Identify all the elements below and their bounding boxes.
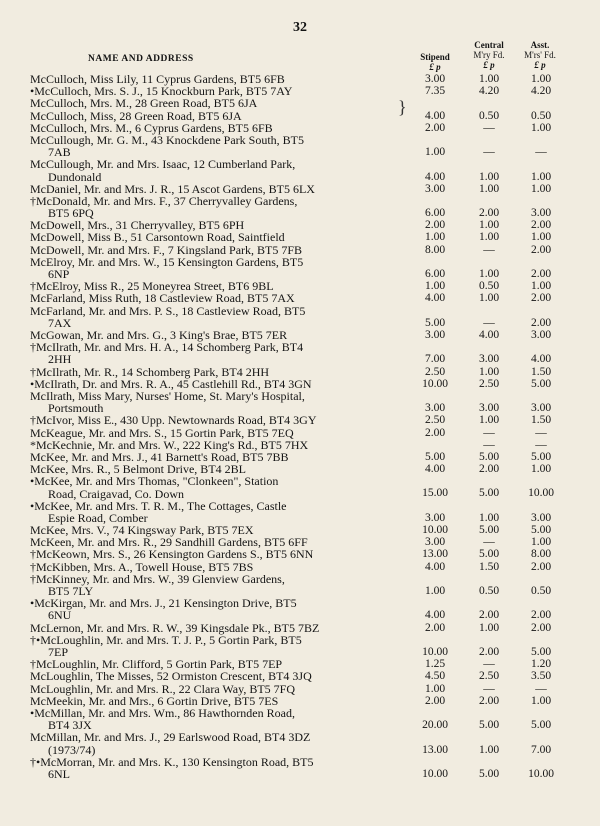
stipend-value: 3.00 <box>424 402 446 415</box>
stipend-value: 4.00 <box>424 109 446 122</box>
stipend-value: 3.00 <box>424 182 446 195</box>
entry-name-line: McElroy, Mr. and Mrs. W., 15 Kensington Gardens, BT5 <box>30 254 304 269</box>
stipend-value: 10.00 <box>422 377 448 390</box>
list-item <box>0 500 600 524</box>
central-value: 5.00 <box>478 719 500 732</box>
central-value: 5.00 <box>478 767 500 780</box>
stipend-units: £ p <box>429 62 441 72</box>
asst-value: 3.00 <box>530 207 552 220</box>
central-value: 2.50 <box>478 670 500 683</box>
stipend-value: 4.00 <box>424 292 446 305</box>
entry-name-line: •McKee, Mr. and Mrs. T. R. M., The Cottages, Castle <box>30 498 287 513</box>
stipend-value: 20.00 <box>422 719 448 732</box>
asst-value: 8.00 <box>530 548 552 561</box>
asst-value: 3.00 <box>530 511 552 524</box>
stipend-value: 2.50 <box>424 414 446 427</box>
central-units: £ p <box>483 60 495 70</box>
central-value: 1.00 <box>478 219 500 232</box>
central-value: 5.00 <box>478 524 500 537</box>
central-value: 2.50 <box>478 377 500 390</box>
stipend-value: 3.00 <box>424 72 446 85</box>
stipend-value: 6.00 <box>424 207 446 220</box>
central-value: 1.00 <box>478 170 500 183</box>
central-value: 4.20 <box>478 85 500 98</box>
central-value: — <box>483 121 495 134</box>
stipend-title: Stipend <box>420 52 450 62</box>
central-value: 1.00 <box>478 621 500 634</box>
list-item <box>0 634 600 658</box>
entry-name-line: McKee, Mr. and Mrs. J., 41 Barnett's Road, BT5 7BB <box>30 449 289 464</box>
stipend-value: 3.00 <box>424 536 446 549</box>
entry-name-continuation: 7EP <box>48 645 69 659</box>
stipend-value: 5.00 <box>424 316 446 329</box>
entry-name-address <box>30 305 402 329</box>
entry-name-address <box>30 756 402 780</box>
stipend-value: 3.00 <box>424 511 446 524</box>
entry-name-continuation: (1973/74) <box>48 742 96 757</box>
entry-name-continuation: BT5 6PQ <box>48 206 94 221</box>
central-value: 2.00 <box>478 463 500 476</box>
column-header-central <box>460 40 518 70</box>
asst-units: £ p <box>534 60 546 70</box>
asst-value: 1.50 <box>530 414 552 427</box>
asst-value: 5.00 <box>530 719 552 732</box>
list-item <box>0 756 600 780</box>
entry-name-address <box>30 707 402 731</box>
central-value: 1.00 <box>478 511 500 524</box>
entry-name-address <box>30 341 402 365</box>
stipend-value: 10.00 <box>422 524 448 537</box>
entry-name-address <box>30 597 402 621</box>
stipend-value: 1.00 <box>424 280 446 293</box>
entry-name-continuation: 6NU <box>48 608 72 623</box>
entry-name-line: •McKirgan, Mr. and Mrs. J., 21 Kensington Drive, BT5 <box>30 596 297 611</box>
entry-name-line: †McKinney, Mr. and Mrs. W., 39 Glenview Gardens, <box>30 571 285 586</box>
entry-name-address <box>30 731 402 755</box>
central-value: 2.00 <box>478 694 500 707</box>
entry-name-continuation: BT4 3JX <box>48 718 92 733</box>
asst-value: 2.00 <box>530 560 552 573</box>
asst-value: 5.00 <box>530 645 552 658</box>
entry-name-line: McCulloch, Miss Lily, 11 Cyprus Gardens, BT5 6FB <box>30 72 285 86</box>
central-value: — <box>483 426 495 439</box>
asst-value: 4.20 <box>530 85 552 98</box>
central-value: — <box>483 536 495 549</box>
asst-value: 0.50 <box>530 585 552 598</box>
stipend-value: 4.50 <box>424 670 446 683</box>
stipend-value: 5.00 <box>424 450 446 463</box>
central-value: — <box>483 438 495 451</box>
list-item <box>0 475 600 499</box>
central-value: 2.00 <box>478 609 500 622</box>
entry-name-line: McFarland, Mr. and Mrs. P. S., 18 Castleview Road, BT5 <box>30 303 306 318</box>
asst-value: — <box>535 426 547 439</box>
subscriber-list <box>0 73 600 780</box>
stipend-value: 4.00 <box>424 463 446 476</box>
entry-name-line: McDowell, Mr. and Mrs. F., 7 Kingsland Park, BT5 7FB <box>30 242 303 257</box>
stipend-value: 2.00 <box>424 426 446 439</box>
entry-name-continuation: 7AX <box>48 315 72 330</box>
column-header-asst <box>511 40 569 70</box>
central-value: — <box>483 243 495 256</box>
central-sub: M'ry Fd. <box>473 50 505 60</box>
asst-value: 1.00 <box>530 536 552 549</box>
entry-name-continuation: BT5 7LY <box>48 584 94 599</box>
list-item <box>0 573 600 597</box>
entry-name-line: McKee, Mrs. R., 5 Belmont Drive, BT4 2BL <box>30 462 246 477</box>
asst-value: — <box>535 682 547 695</box>
entry-name-line: †McDonald, Mr. and Mrs. F., 37 Cherryvalley Gardens, <box>30 193 298 208</box>
entry-name-line: McDowell, Mrs., 31 Cherryvalley, BT5 6PH <box>30 218 245 233</box>
stipend-value: 6.00 <box>424 268 446 281</box>
list-item <box>0 707 600 731</box>
page-number: 32 <box>293 20 307 35</box>
stipend-value: 4.00 <box>424 170 446 183</box>
asst-value: 1.00 <box>530 463 552 476</box>
asst-value: 10.00 <box>528 767 554 780</box>
central-value: 0.50 <box>478 109 500 122</box>
stipend-value: 2.00 <box>424 694 446 707</box>
entry-name-continuation: 6NL <box>48 766 70 781</box>
stipend-value: 2.00 <box>424 621 446 634</box>
asst-title: Asst. <box>530 40 550 50</box>
central-value: 1.00 <box>478 365 500 378</box>
list-item <box>0 134 600 158</box>
entry-name-address <box>30 634 402 658</box>
central-value: 3.00 <box>478 402 500 415</box>
stipend-value: 3.00 <box>424 329 446 341</box>
entry-name-line: McMeekin, Mr. and Mrs., 6 Gortin Drive, BT5 7ES <box>30 693 279 708</box>
asst-value: 5.00 <box>530 450 552 463</box>
asst-value: 1.50 <box>530 365 552 378</box>
entry-name-line: †•McLoughlin, Mr. and Mrs. T. J. P., 5 Gortin Park, BT5 <box>30 632 302 647</box>
central-value: 1.00 <box>478 72 500 85</box>
asst-value: 1.00 <box>530 72 552 85</box>
central-value: 4.00 <box>478 329 500 341</box>
entry-name-line: •McCulloch, Mrs. S. J., 15 Knockburn Park, BT5 7AY <box>30 84 293 99</box>
stipend-value: 7.00 <box>424 353 446 366</box>
entry-name-line: McLernon, Mr. and Mrs. R. W., 39 Kingsdale Pk., BT5 7BZ <box>30 620 320 635</box>
asst-value: 1.00 <box>530 280 552 293</box>
stipend-value: 13.00 <box>422 548 448 561</box>
entry-name-line: McDaniel, Mr. and Mrs. J. R., 15 Ascot Gardens, BT5 6LX <box>30 181 315 196</box>
stipend-value: 4.00 <box>424 560 446 573</box>
entry-name-line: McGowan, Mr. and Mrs. G., 3 King's Brae, BT5 7ER <box>30 328 288 343</box>
entry-name-line: †McIvor, Miss E., 430 Upp. Newtownards Road, BT4 3GY <box>30 413 317 428</box>
central-value: 0.50 <box>478 585 500 598</box>
stipend-value: 1.00 <box>424 682 446 695</box>
list-item <box>0 731 600 755</box>
central-value: 1.00 <box>478 231 500 244</box>
asst-value: 1.00 <box>530 231 552 244</box>
list-item <box>0 341 600 365</box>
column-header-name-address: NAME AND ADDRESS <box>88 54 194 64</box>
stipend-value: 1.25 <box>424 658 446 671</box>
central-value: — <box>483 658 495 671</box>
asst-value: 10.00 <box>528 487 554 500</box>
stipend-value: 13.00 <box>422 743 448 756</box>
list-item <box>0 305 600 329</box>
entry-name-address <box>30 158 402 182</box>
central-value: 1.00 <box>478 414 500 427</box>
stipend-value: 8.00 <box>424 243 446 256</box>
asst-value: 4.00 <box>530 353 552 366</box>
entry-name-line: McCulloch, Mrs. M., 6 Cyprus Gardens, BT5 6FB <box>30 120 273 135</box>
asst-value: 0.50 <box>530 109 552 122</box>
stipend-value: 10.00 <box>422 767 448 780</box>
entry-name-line: McKeague, Mr. and Mrs. S., 15 Gortin Park, BT5 7EQ <box>30 425 294 440</box>
asst-value: 2.00 <box>530 316 552 329</box>
list-item <box>0 256 600 280</box>
entry-name-line: McKeen, Mr. and Mrs. R., 29 Sandhill Gardens, BT5 6FF <box>30 535 308 550</box>
stipend-value: 2.00 <box>424 219 446 232</box>
asst-value: 2.00 <box>530 292 552 305</box>
asst-value: 2.00 <box>530 609 552 622</box>
entry-name-line: McDowell, Miss B., 51 Carsontown Road, Saintfield <box>30 230 285 245</box>
central-value: 1.50 <box>478 560 500 573</box>
entry-name-address <box>30 573 402 597</box>
entry-name-line: McLoughlin, Mr. and Mrs. R., 22 Clara Way, BT5 7FQ <box>30 681 296 696</box>
central-value: 5.00 <box>478 450 500 463</box>
entry-name-continuation: 7AB <box>48 145 71 160</box>
asst-value: 3.50 <box>530 670 552 683</box>
entry-name-address <box>30 500 402 524</box>
entry-name-line: McIlrath, Miss Mary, Nurses' Home, St. Mary's Hospital, <box>30 388 305 403</box>
central-value: 5.00 <box>478 548 500 561</box>
list-item <box>0 597 600 621</box>
stipend-value: 7.35 <box>424 85 446 98</box>
list-item <box>0 390 600 414</box>
entry-name-line: McKee, Mrs. V., 74 Kingsway Park, BT5 7EX <box>30 523 254 538</box>
entry-name-line: †McLoughlin, Mr. Clifford, 5 Gortin Park, BT5 7EP <box>30 657 283 672</box>
entry-name-line: •McKee, Mr. and Mrs Thomas, "Clonkeen", Station <box>30 474 279 489</box>
entry-name-line: •McIlrath, Dr. and Mrs. R. A., 45 Castlehill Rd., BT4 3GN <box>30 376 312 391</box>
central-value: 0.50 <box>478 280 500 293</box>
asst-value: 1.00 <box>530 121 552 134</box>
asst-value: — <box>535 146 547 159</box>
entry-name-line: †•McMorran, Mr. and Mrs. K., 130 Kensington Road, BT5 <box>30 754 314 769</box>
entry-name-continuation: Dundonald <box>48 169 102 184</box>
entry-name-continuation: 2HH <box>48 352 72 367</box>
asst-value: 1.00 <box>530 694 552 707</box>
asst-value: — <box>535 438 547 451</box>
asst-value: 2.00 <box>530 268 552 281</box>
entry-name-line: McCullough, Mr. and Mrs. Isaac, 12 Cumberland Park, <box>30 157 296 172</box>
central-value: 1.00 <box>478 743 500 756</box>
stipend-value: 2.50 <box>424 365 446 378</box>
entry-name-line: •McMillan, Mr. and Mrs. Wm., 86 Hawthornden Road, <box>30 705 295 720</box>
entry-name-line: McCullough, Mr. G. M., 43 Knockdene Park South, BT5 <box>30 132 304 147</box>
entry-name-continuation: 6NP <box>48 267 70 282</box>
asst-sub: M'rs' Fd. <box>524 50 556 60</box>
central-value: 3.00 <box>478 353 500 366</box>
central-value: 1.00 <box>478 268 500 281</box>
central-value: 2.00 <box>478 207 500 220</box>
entry-name-continuation: Espie Road, Comber <box>48 510 148 525</box>
entry-name-line: McLoughlin, The Misses, 52 Ormiston Crescent, BT4 3JQ <box>30 669 312 684</box>
entry-name-line: †McKeown, Mrs. S., 26 Kensington Gardens S., BT5 6NN <box>30 547 314 562</box>
grouping-brace: } <box>398 97 407 118</box>
asst-value: 1.20 <box>530 658 552 671</box>
asst-value: 7.00 <box>530 743 552 756</box>
central-value: 2.00 <box>478 645 500 658</box>
stipend-value: 1.00 <box>424 231 446 244</box>
entry-name-continuation: Road, Craigavad, Co. Down <box>48 486 184 501</box>
entry-name-line: McFarland, Miss Ruth, 18 Castleview Road, BT5 7AX <box>30 291 295 306</box>
column-header-stipend <box>406 52 464 72</box>
asst-value: 5.00 <box>530 524 552 537</box>
list-item <box>0 158 600 182</box>
entry-name-line: †McKibben, Mrs. A., Towell House, BT5 7BS <box>30 559 254 574</box>
entry-name-address <box>30 390 402 414</box>
entry-name-line: McCulloch, Miss, 28 Green Road, BT5 6JA <box>30 108 242 123</box>
entry-name-continuation: Portsmouth <box>48 401 104 416</box>
stipend-value: 4.00 <box>424 609 446 622</box>
central-value: — <box>483 682 495 695</box>
central-value: 5.00 <box>478 487 500 500</box>
entry-name-line: †McIlrath, Mr. R., 14 Schomberg Park, BT4 2HH <box>30 364 270 379</box>
asst-value: 1.00 <box>530 182 552 195</box>
stipend-value: 1.00 <box>424 146 446 159</box>
list-item <box>0 195 600 219</box>
asst-value: 5.00 <box>530 377 552 390</box>
asst-value: 3.00 <box>530 402 552 415</box>
entry-name-line: McMillan, Mr. and Mrs. J., 29 Earlswood Road, BT4 3DZ <box>30 730 311 745</box>
entry-name-address <box>30 195 402 219</box>
stipend-value: 1.00 <box>424 585 446 598</box>
central-value: — <box>483 146 495 159</box>
central-value: 1.00 <box>478 292 500 305</box>
asst-value: 2.00 <box>530 219 552 232</box>
stipend-value: 2.00 <box>424 121 446 134</box>
entry-name-line: †McElroy, Miss R., 25 Moneyrea Street, BT6 9BL <box>30 279 274 294</box>
central-value: — <box>483 316 495 329</box>
asst-value: 2.00 <box>530 243 552 256</box>
central-value: 1.00 <box>478 182 500 195</box>
entry-name-address <box>30 134 402 158</box>
asst-value: 3.00 <box>530 329 552 341</box>
entry-name-address <box>30 256 402 280</box>
stipend-value: 15.00 <box>422 487 448 500</box>
asst-value: 2.00 <box>530 621 552 634</box>
central-title: Central <box>474 40 504 50</box>
entry-name-line: McCulloch, Mrs. M., 28 Green Road, BT5 6JA <box>30 96 258 111</box>
entry-name-line: †McIlrath, Mr. and Mrs. H. A., 14 Schomberg Park, BT4 <box>30 340 304 355</box>
asst-value: 1.00 <box>530 170 552 183</box>
stipend-value: 10.00 <box>422 645 448 658</box>
entry-name-line: *McKechnie, Mr. and Mrs. W., 222 King's Rd., BT5 7HX <box>30 437 309 452</box>
entry-name-address <box>30 475 402 499</box>
